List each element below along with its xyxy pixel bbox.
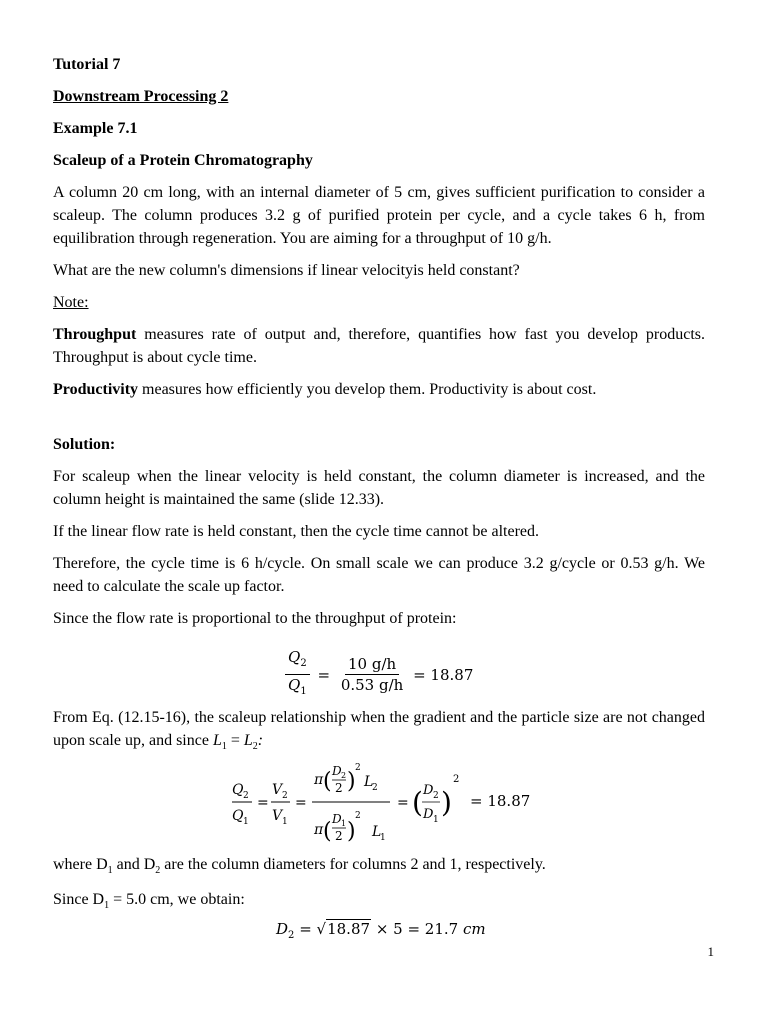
scaleup-equation-graphic <box>232 762 592 844</box>
example-title: Scaleup of a Protein Chromatography <box>53 152 313 169</box>
svg-text:(: ( <box>412 786 423 819</box>
svg-text:1: 1 <box>380 833 386 843</box>
svg-text:2: 2 <box>433 791 439 801</box>
svg-text:2: 2 <box>335 781 343 795</box>
equation-flow-ratio: $\frac{Q_2}{Q_1}$ = $\frac{10 g/h}{0.53 g/h}$ = 18.87 <box>285 648 585 701</box>
svg-text:D: D <box>423 807 434 822</box>
svg-text:=: = <box>397 795 409 811</box>
solution-para-6: where $D_1$ and $D_2$ are the column diameters for columns 2 and 1, respectively. <box>53 856 546 877</box>
svg-text:2: 2 <box>335 829 343 843</box>
svg-text:(: ( <box>323 819 332 844</box>
svg-text:2: 2 <box>355 763 361 773</box>
svg-text:D: D <box>332 764 342 778</box>
note-label: Note: <box>53 294 89 311</box>
svg-text:Q: Q <box>232 808 244 824</box>
svg-text:D: D <box>332 812 342 826</box>
svg-text:1: 1 <box>433 815 439 825</box>
productivity-text: measures how efficiently you develop them. Productivity is about cost. <box>138 381 597 398</box>
solution-para-7: Since $D_1 = 5.0$ cm, we obtain: <box>53 891 245 912</box>
square-root-radicand: 18.87 <box>327 920 371 938</box>
throughput-definition <box>53 323 705 369</box>
svg-text:): ) <box>347 819 356 844</box>
page-number: 1 <box>707 944 714 959</box>
throughput-ratio: $\frac{10 g/h}{0.53 g/h}$ <box>340 655 404 694</box>
svg-text:π: π <box>314 772 324 788</box>
equation-2-result: = 18.87 <box>470 792 531 810</box>
section-heading: Downstream Processing 2 <box>53 88 229 105</box>
equation-new-diameter: $D_2 = √18.87 \times 5 = 21.7$ cm <box>276 920 486 941</box>
throughput-text: measures rate of output and, therefore, quantifies how fast you develop products. Throughput is about cycle time. <box>53 326 705 366</box>
document-page <box>53 53 705 630</box>
equation-scaleup-relationship <box>232 762 592 844</box>
solution-para-5: From Eq. (12.15-16), the scaleup relationship when the gradient and the particle size are not changed upon scale up, and since $L_1 = L_2$: <box>53 709 705 753</box>
solution-para-1: For scaleup when the linear velocity is held constant, the column diameter is increased, and the column height is maintained the same (slide 12.33). <box>53 468 705 508</box>
productivity-term: Productivity <box>53 381 139 398</box>
svg-text:L: L <box>372 824 382 840</box>
solution-para-2: If the linear flow rate is held constant, then the cycle time cannot be altered. <box>53 523 540 540</box>
q-ratio: $\frac{Q_2}{Q_1}$ <box>285 648 310 701</box>
svg-text:1: 1 <box>282 817 288 827</box>
document-page-end <box>53 853 705 917</box>
example-heading: Example 7.1 <box>53 120 138 137</box>
solution-para-3: Therefore, the cycle time is 6 h/cycle. On small scale we can produce 3.2 g/cycle or 0.53 g/h. We need to calculate the scale up factor. <box>53 555 705 595</box>
solution-para-4: Since the flow rate is proportional to the throughput of protein: <box>53 610 457 627</box>
problem-statement: A column 20 cm long, with an internal diameter of 5 cm, gives sufficient purification to consider a scaleup. The column produces 3.2 g of purified protein per cycle, and a cycle takes 6 h, from equilibration through regeneration. You are aiming for a throughput of 10 g/h. <box>53 184 705 247</box>
productivity-definition <box>53 378 705 401</box>
throughput-term: Throughput <box>53 326 137 343</box>
svg-text:2: 2 <box>355 811 361 821</box>
svg-text:Q: Q <box>232 782 244 798</box>
svg-text:1: 1 <box>243 817 249 827</box>
svg-text:): ) <box>347 769 356 794</box>
svg-text:1: 1 <box>341 819 347 828</box>
solution-heading: Solution: <box>53 436 116 453</box>
svg-text:V: V <box>272 808 283 824</box>
equation-1-result: = 18.87 <box>413 665 474 684</box>
svg-text:2: 2 <box>341 771 347 780</box>
svg-text:=: = <box>295 795 307 811</box>
tutorial-heading: Tutorial 7 <box>53 56 121 73</box>
svg-text:2: 2 <box>372 783 378 793</box>
svg-text:D: D <box>423 783 434 798</box>
svg-text:=: = <box>257 795 269 811</box>
svg-text:π: π <box>314 822 324 838</box>
svg-text:V: V <box>272 782 283 798</box>
problem-question: What are the new column's dimensions if linear velocityis held constant? <box>53 262 520 279</box>
svg-text:): ) <box>441 786 452 819</box>
svg-text:2: 2 <box>282 791 288 801</box>
svg-text:2: 2 <box>243 791 249 801</box>
document-page-continued <box>53 706 705 758</box>
svg-text:L: L <box>364 774 374 790</box>
svg-text:2: 2 <box>453 774 460 785</box>
svg-text:(: ( <box>323 769 332 794</box>
